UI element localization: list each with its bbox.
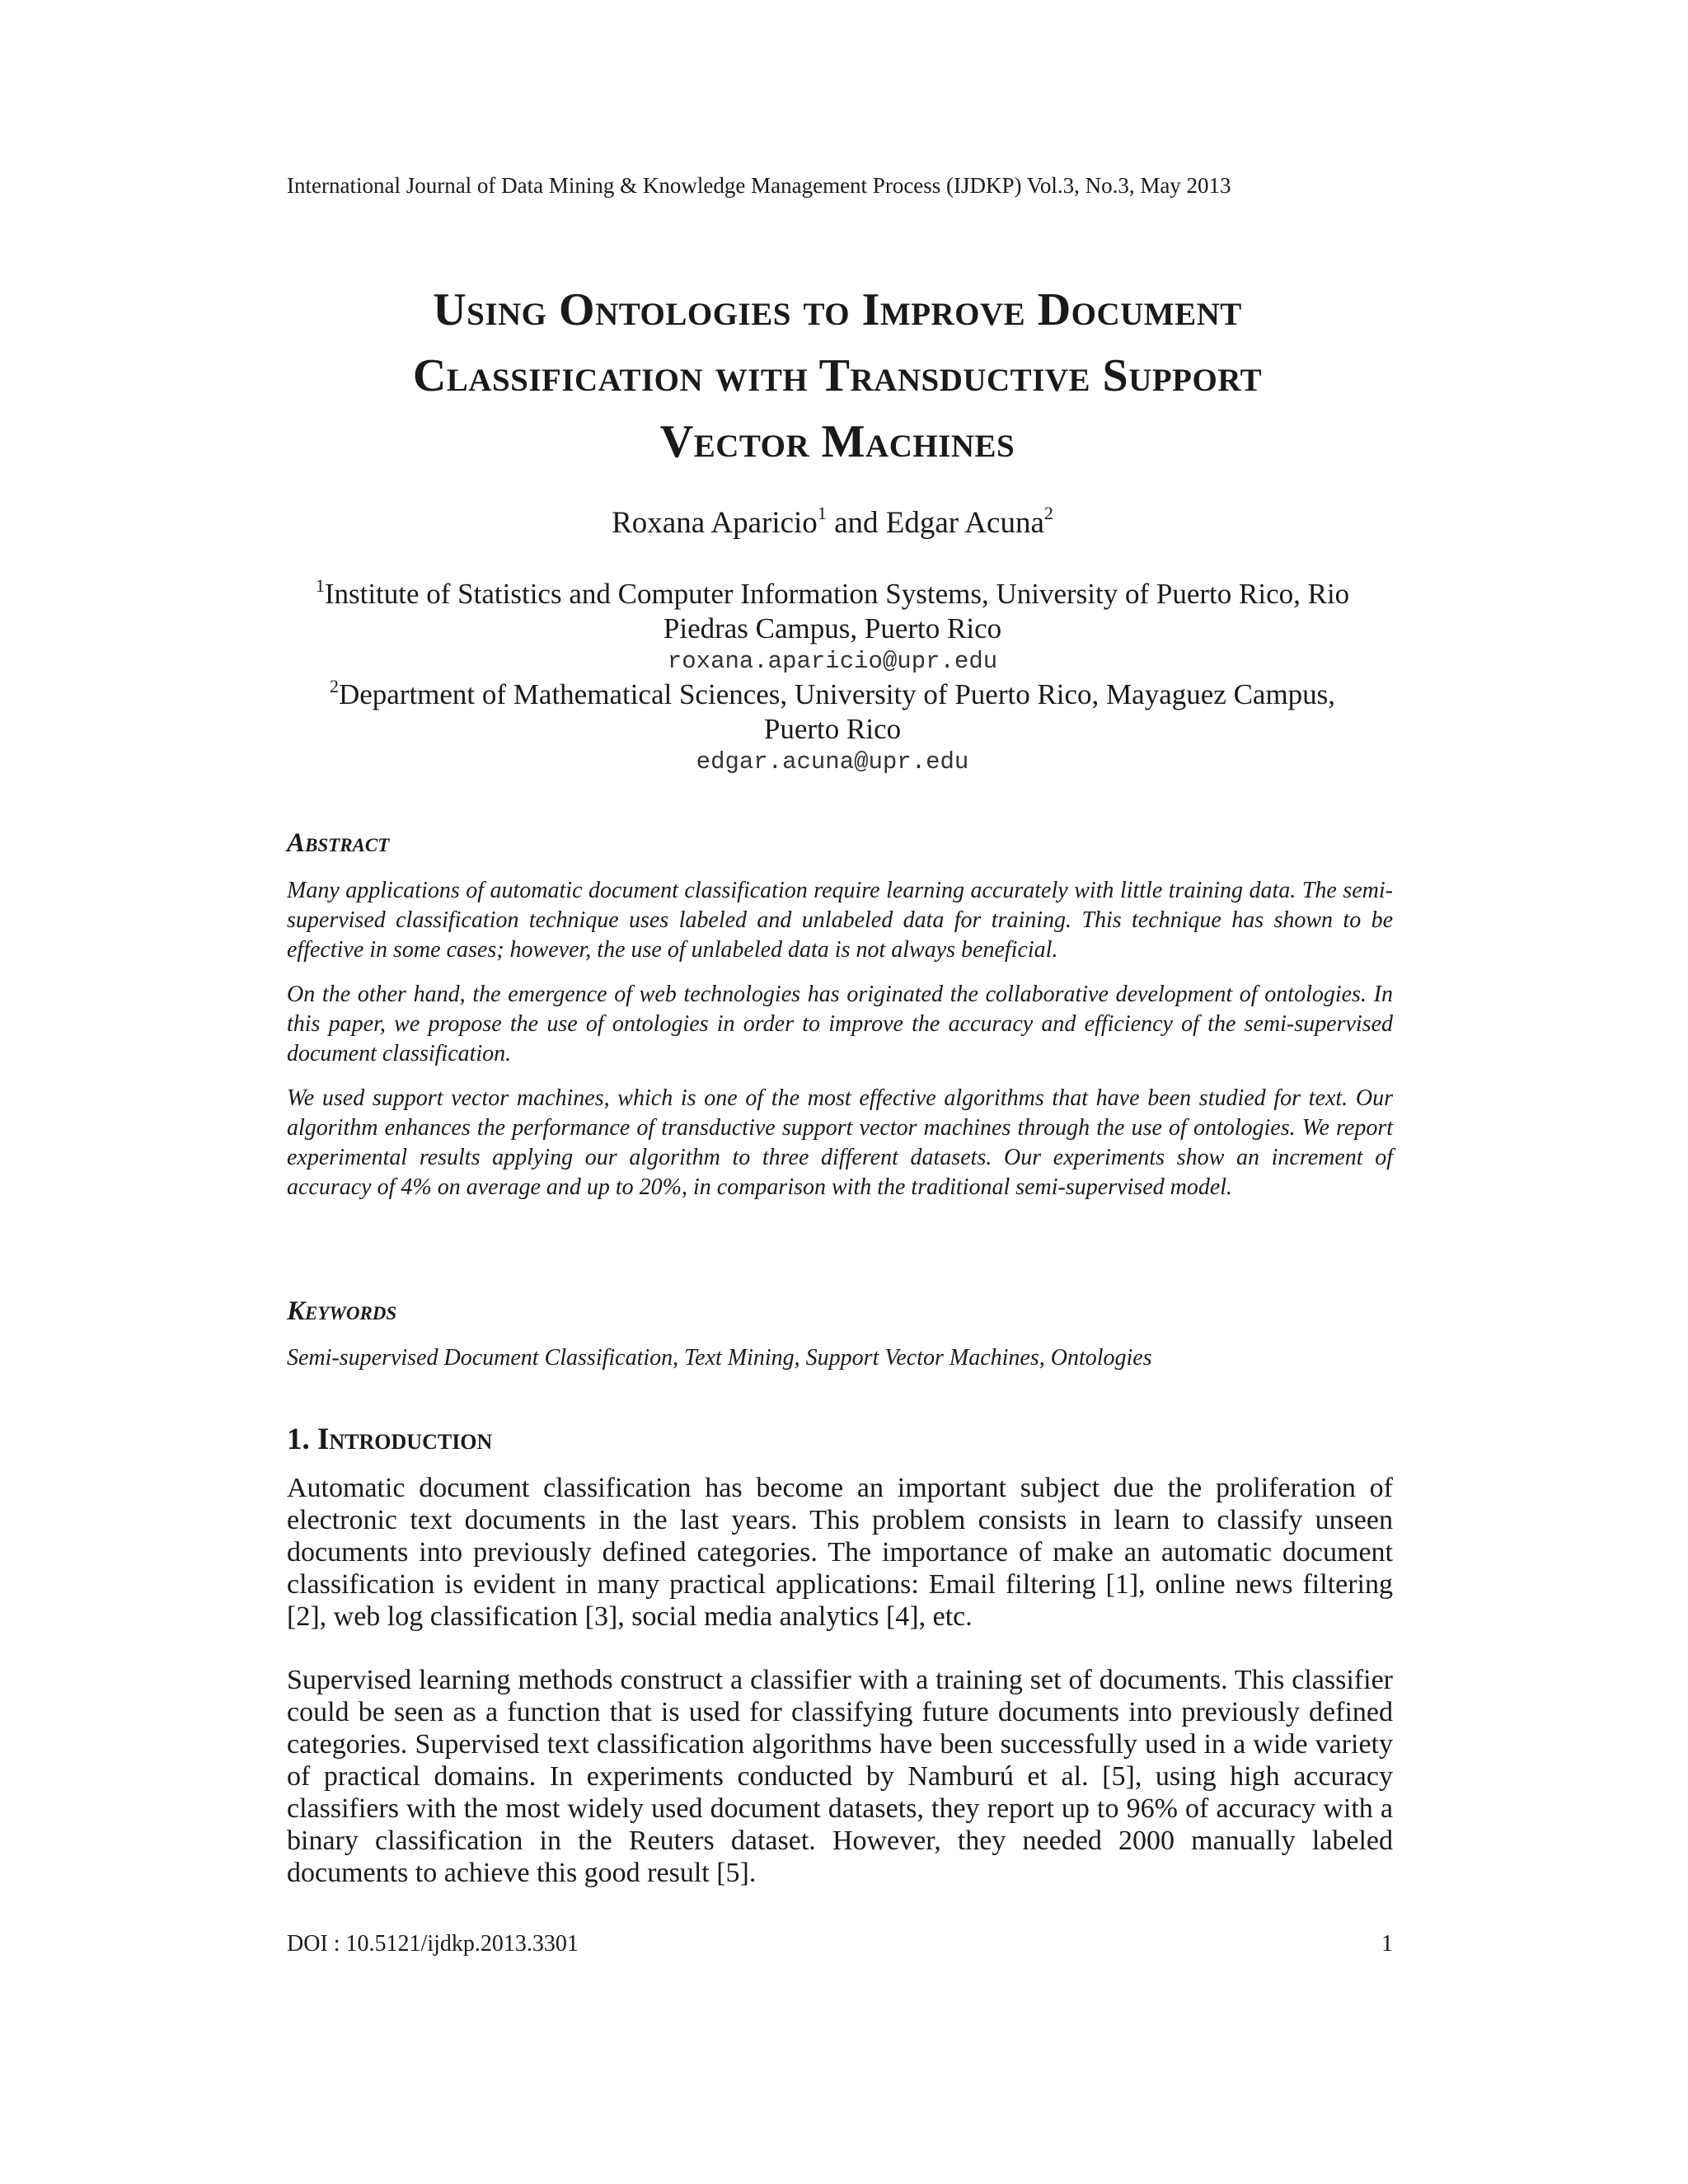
author-1-affiliation-mark: 1 — [817, 503, 827, 523]
keywords-heading: Keywords — [287, 1296, 397, 1326]
abstract-heading: Abstract — [287, 828, 390, 858]
abstract-paragraph-3: We used support vector machines, which is one of the most effective algorithms that have been studied for text. Our algorithm enhances the performance of transductive support vector machines through the use of ontologies. We report experimental results applying our algorithm to three different datasets. Our experiments show an increment of accuracy of 4% on average and up to 20%, in comparison with the traditional semi-supervised model. — [287, 1085, 1393, 1200]
affiliation-1-mark: 1 — [315, 575, 325, 596]
paper-title — [239, 277, 1436, 475]
author-2-affiliation-mark: 2 — [1043, 503, 1053, 523]
affiliation-1-line-1 — [239, 577, 1426, 612]
affiliation-2-line-2: Puerto Rico — [763, 713, 902, 745]
author-1: Roxana Aparicio — [612, 506, 818, 540]
affiliation-1-text: Institute of Statistics and Computer Information Systems, University of Puerto Rico, Rio — [324, 578, 1350, 610]
author-2-email[interactable]: edgar.acuna@upr.edu — [696, 748, 969, 776]
keywords-text: Semi-supervised Document Classification, Text Mining, Support Vector Machines, Ontologies — [287, 1345, 1152, 1371]
journal-header: International Journal of Data Mining & Knowledge Management Process (IJDKP) Vol.3, No.3, May 2013 — [287, 173, 1231, 198]
title-line-3: Vector Machines — [659, 416, 1015, 467]
affiliation-1-line-2: Piedras Campus, Puerto Rico — [663, 612, 1002, 644]
abstract-body — [287, 876, 1393, 1217]
author-1-email[interactable]: roxana.aparicio@upr.edu — [667, 648, 998, 675]
abstract-paragraph-1: Many applications of automatic document classification require learning accurately with little training data. The semi-supervised classification technique uses labeled and unlabeled data for training. This technique has shown to be effective in some cases; however, the use of unlabeled data is not always beneficial. — [287, 878, 1393, 963]
title-line-1: Using Ontologies to Improve Document — [433, 284, 1242, 335]
affiliation-2-mark: 2 — [329, 676, 339, 696]
doi-footer: DOI : 10.5121/ijdkp.2013.3301 — [287, 1931, 579, 1957]
title-line-2: Classification with Transductive Support — [412, 350, 1263, 401]
author-2: Edgar Acuna — [885, 506, 1044, 540]
introduction-paragraph-1: Automatic document classification has become an important subject due the proliferation of electronic text documents in the last years. This problem consists in learn to classify unseen documents into previously defined categories. The importance of make an automatic document classification is evident in many practical applications: Email filtering [1], online news filtering [2], web log classification [3], social media analytics [4], etc. — [287, 1473, 1393, 1632]
page-number: 1 — [1381, 1931, 1393, 1957]
introduction-paragraph-2: Supervised learning methods construct a classifier with a training set of documents. This classifier could be seen as a function that is used for classifying future documents into previously defined categories. Supervised text classification algorithms have been successfully used in a wide variety of practical domains. In experiments conducted by Namburú et al. [5], using high accuracy classifiers with the most widely used document datasets, they report up to 96% of accuracy with a binary classification in the Reuters dataset. However, they needed 2000 manually labeled documents to achieve this good result [5]. — [287, 1665, 1393, 1888]
affiliation-2-text: Department of Mathematical Sciences, University of Puerto Rico, Mayaguez Campus, — [338, 678, 1336, 710]
introduction-heading: 1. Introduction — [287, 1422, 493, 1456]
introduction-body — [287, 1472, 1393, 1920]
affiliation-2-line-1 — [239, 677, 1426, 712]
abstract-paragraph-2: On the other hand, the emergence of web technologies has originated the collaborative development of ontologies. In this paper, we propose the use of ontologies in order to improve the accuracy and efficiency of the semi-supervised document classification. — [287, 982, 1393, 1066]
author-list — [239, 504, 1426, 542]
affiliations — [239, 577, 1426, 778]
author-connector: and — [826, 506, 886, 540]
